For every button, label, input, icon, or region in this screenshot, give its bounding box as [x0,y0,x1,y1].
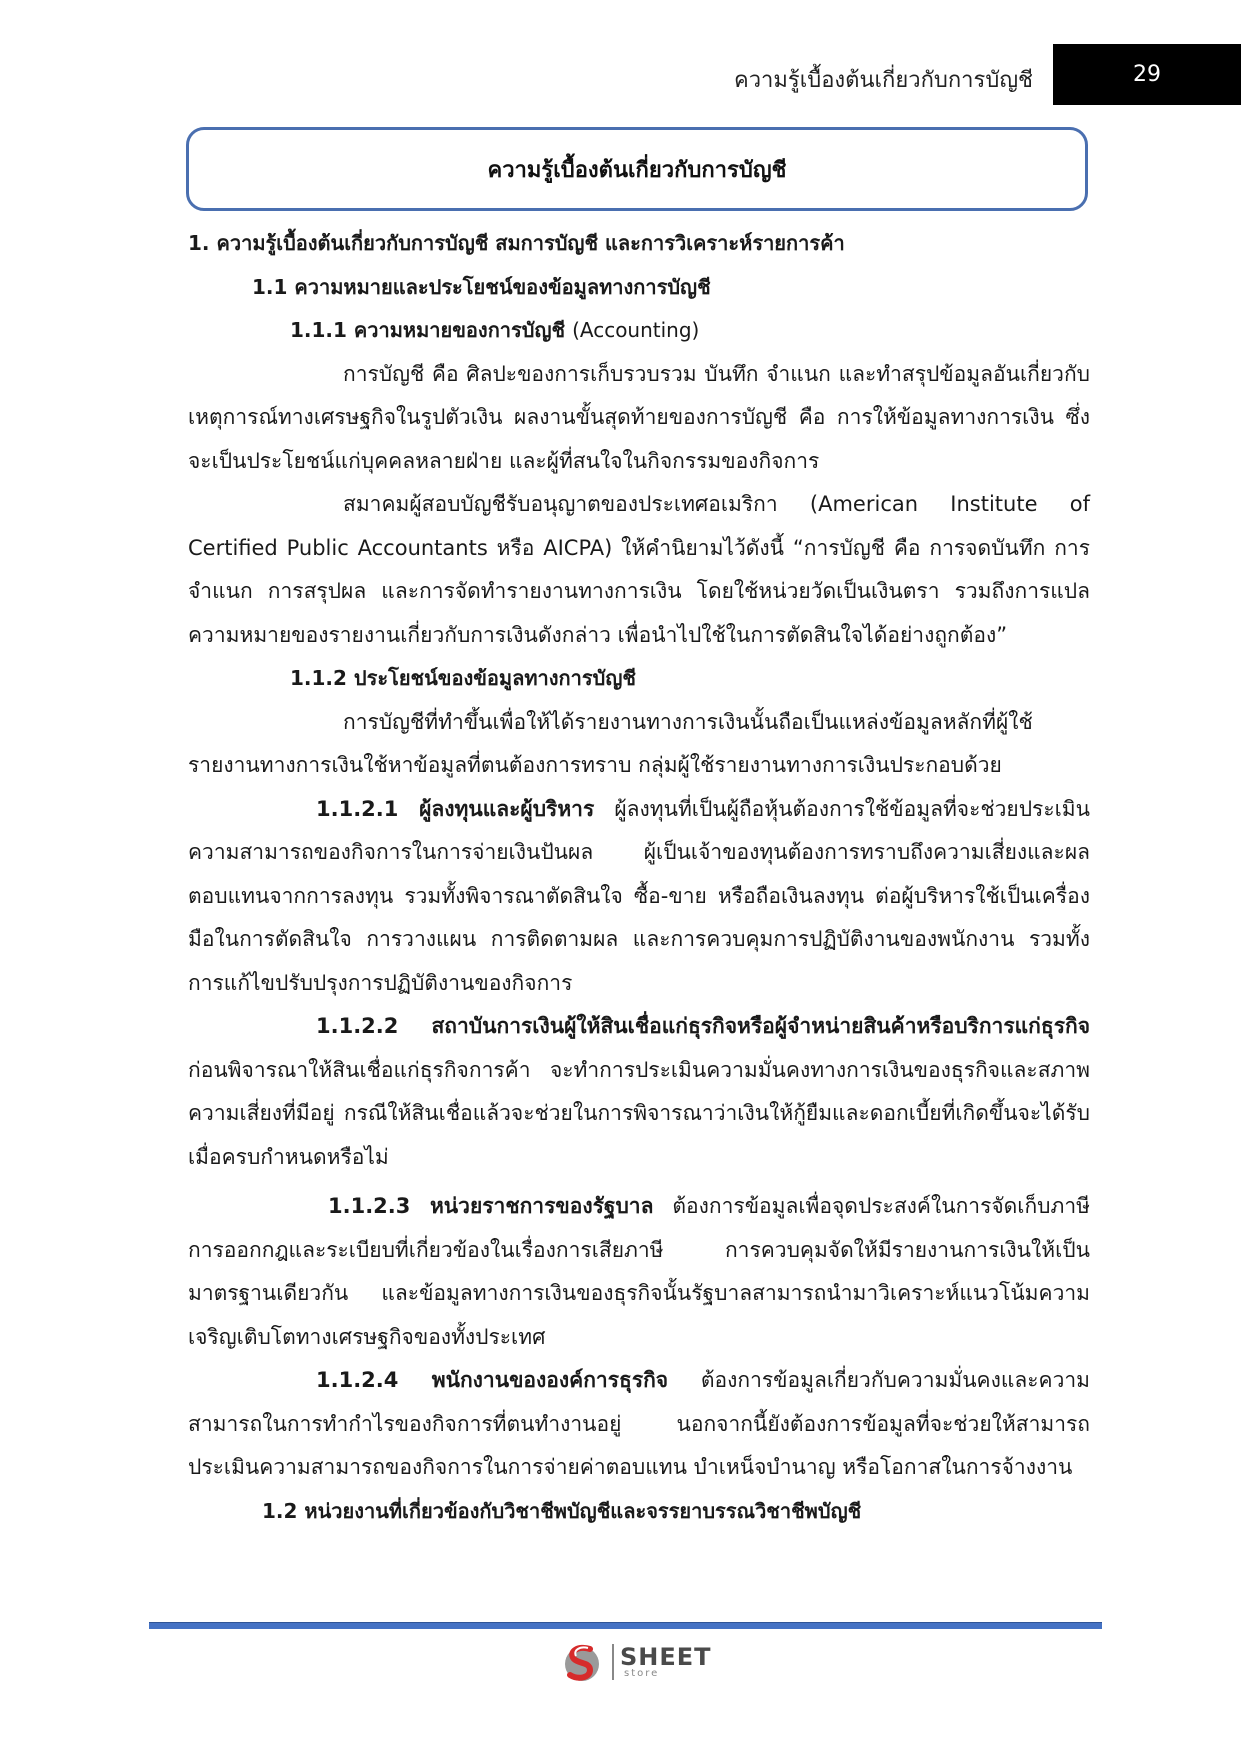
subheading-employees: 1.1.2.4 พนักงานขององค์การธุรกิจ [316,1368,669,1392]
logo-sub-text: store [624,1668,660,1679]
running-header-title: ความรู้เบื้องต้นเกี่ยวกับการบัญชี [733,68,1033,93]
paragraph-aicpa-definition: สมาคมผู้สอบบัญชีรับอนุญาตของประเทศอเมริกา (American Institute of Certified Public Accountants หรือ AICPA) ให้คำนิยามไว้ดังนี้ “การบัญชี คือ การจดบันทึก การจำแนก การสรุปผล และการจัดทำรายงานทางการเงิน โดยใช้หน่วยวัดเป็นเงินตรา รวมถึงการแปลความหมายของรายงานเกี่ยวกับการเงินดังกล่าว เพื่อนำไปใช้ในการตัดสินใจได้อย่างถูกต้อง” [188,492,1090,647]
heading-1-1-2: 1.1.2 ประโยชน์ของข้อมูลทางการบัญชี [290,666,636,690]
sheet-store-logo [560,1640,720,1684]
heading-1: 1. ความรู้เบื้องต้นเกี่ยวกับการบัญชี สมการบัญชี และการวิเคราะห์รายการค้า [188,231,845,255]
paragraph-accounting-definition: การบัญชี คือ ศิลปะของการเก็บรวบรวม บันทึก จำแนก และทำสรุปข้อมูลอันเกี่ยวกับเหตุการณ์ทางเศรษฐกิจในรูปตัวเงิน ผลงานขั้นสุดท้ายของการบัญชี คือ การให้ข้อมูลทางการเงิน ซึ่งจะเป็นประโยชน์แก่บุคคลหลายฝ่าย และผู้ที่สนใจในกิจกรรมของกิจการ [188,361,1090,473]
paragraph-employees [188,1359,1090,1490]
logo-main-text: SHEET [620,1643,712,1671]
paragraph-investors [188,788,1090,1006]
paragraph-government [188,1185,1090,1359]
chapter-title-box [186,127,1088,211]
chapter-title: ความรู้เบื้องต้นเกี่ยวกับการบัญชี [487,157,787,183]
logo-separator [612,1644,614,1680]
paragraph-employees-text: ต้องการข้อมูลเกี่ยวกับความมั่นคงและความสามารถในการทำกำไรของกิจการที่ตนทำงานอยู่ นอกจากนี้ยังต้องการข้อมูลที่จะช่วยให้สามารถประเมินความสามารถของกิจการในการจ่ายค่าตอบแทน บำเหน็จบำนาญ หรือโอกาสในการจ้างงาน [188,1368,1091,1479]
heading-1-2: 1.2 หน่วยงานที่เกี่ยวข้องกับวิชาชีพบัญชีและจรรยาบรรณวิชาชีพบัญชี [262,1498,862,1523]
sheet-store-logo-icon [560,1640,606,1684]
paragraph-financial-institutions [188,1005,1090,1179]
page-number: 29 [1133,62,1161,87]
document-body [188,222,1090,1533]
paragraph-accounting-benefits: การบัญชีที่ทำขึ้นเพื่อให้ได้รายงานทางการเงินนั้นถือเป็นแหล่งข้อมูลหลักที่ผู้ใช้รายงานทางการเงินใช้หาข้อมูลที่ตนต้องการทราบ กลุ่มผู้ใช้รายงานทางการเงินประกอบด้วย [188,709,1033,777]
logo-wordmark [620,1645,712,1679]
paragraph-government-text: ต้องการข้อมูลเพื่อจุดประสงค์ในการจัดเก็บภาษี การออกกฎและระเบียบที่เกี่ยวข้องในเรื่องการเสียภาษี การควบคุมจัดให้มีรายงานการเงินให้เป็นมาตรฐานเดียวกัน และข้อมูลทางการเงินของธุรกิจนั้นรัฐบาลสามารถนำมาวิเคราะห์แนวโน้มความเจริญเติบโตทางเศรษฐกิจของทั้งประเทศ [188,1194,1090,1349]
heading-1-1-1 [188,309,1090,353]
heading-1-1: 1.1 ความหมายและประโยชน์ของข้อมูลทางการบัญชี [252,274,711,299]
subheading-investors: 1.1.2.1 ผู้ลงทุนและผู้บริหาร [316,796,595,821]
heading-1-1-1-text: 1.1.1 ความหมายของการบัญชี [290,318,566,342]
paragraph-financial-institutions-text: ก่อนพิจารณาให้สินเชื่อแก่ธุรกิจการค้า จะทำการประเมินความมั่นคงทางการเงินของธุรกิจและสภาพความเสี่ยงที่มีอยู่ กรณีให้สินเชื่อแล้วจะช่วยในการพิจารณาว่าเงินให้กู้ยืมและดอกเบี้ยที่เกิดขึ้นจะได้รับเมื่อครบกำหนดหรือไม่ [188,1057,1090,1169]
paragraph-investors-text: ผู้ลงทุนที่เป็นผู้ถือหุ้นต้องการใช้ข้อมูลที่จะช่วยประเมินความสามารถของกิจการในการจ่ายเงินปันผล ผู้เป็นเจ้าของทุนต้องการทราบถึงความเสี่ยงและผลตอบแทนจากการลงทุน รวมทั้งพิจารณาตัดสินใจ ซื้อ-ขาย หรือถือเงินลงทุน ต่อผู้บริหารใช้เป็นเครื่องมือในการตัดสินใจ การวางแผน การติดตามผล และการควบคุมการปฏิบัติงานของพนักงาน รวมทั้งการแก้ไขปรับปรุงการปฏิบัติงานของกิจการ [188,796,1090,995]
footer-rule [149,1622,1102,1629]
subheading-financial-institutions: 1.1.2.2 สถาบันการเงินผู้ให้สินเชื่อแก่ธุรกิจหรือผู้จำหน่ายสินค้าหรือบริการแก่ธุรกิจ [316,1014,1090,1038]
subheading-government: 1.1.2.3 หน่วยราชการของรัฐบาล [328,1194,654,1218]
page-number-box [1053,44,1241,105]
heading-1-1-1-english: (Accounting) [572,318,700,342]
